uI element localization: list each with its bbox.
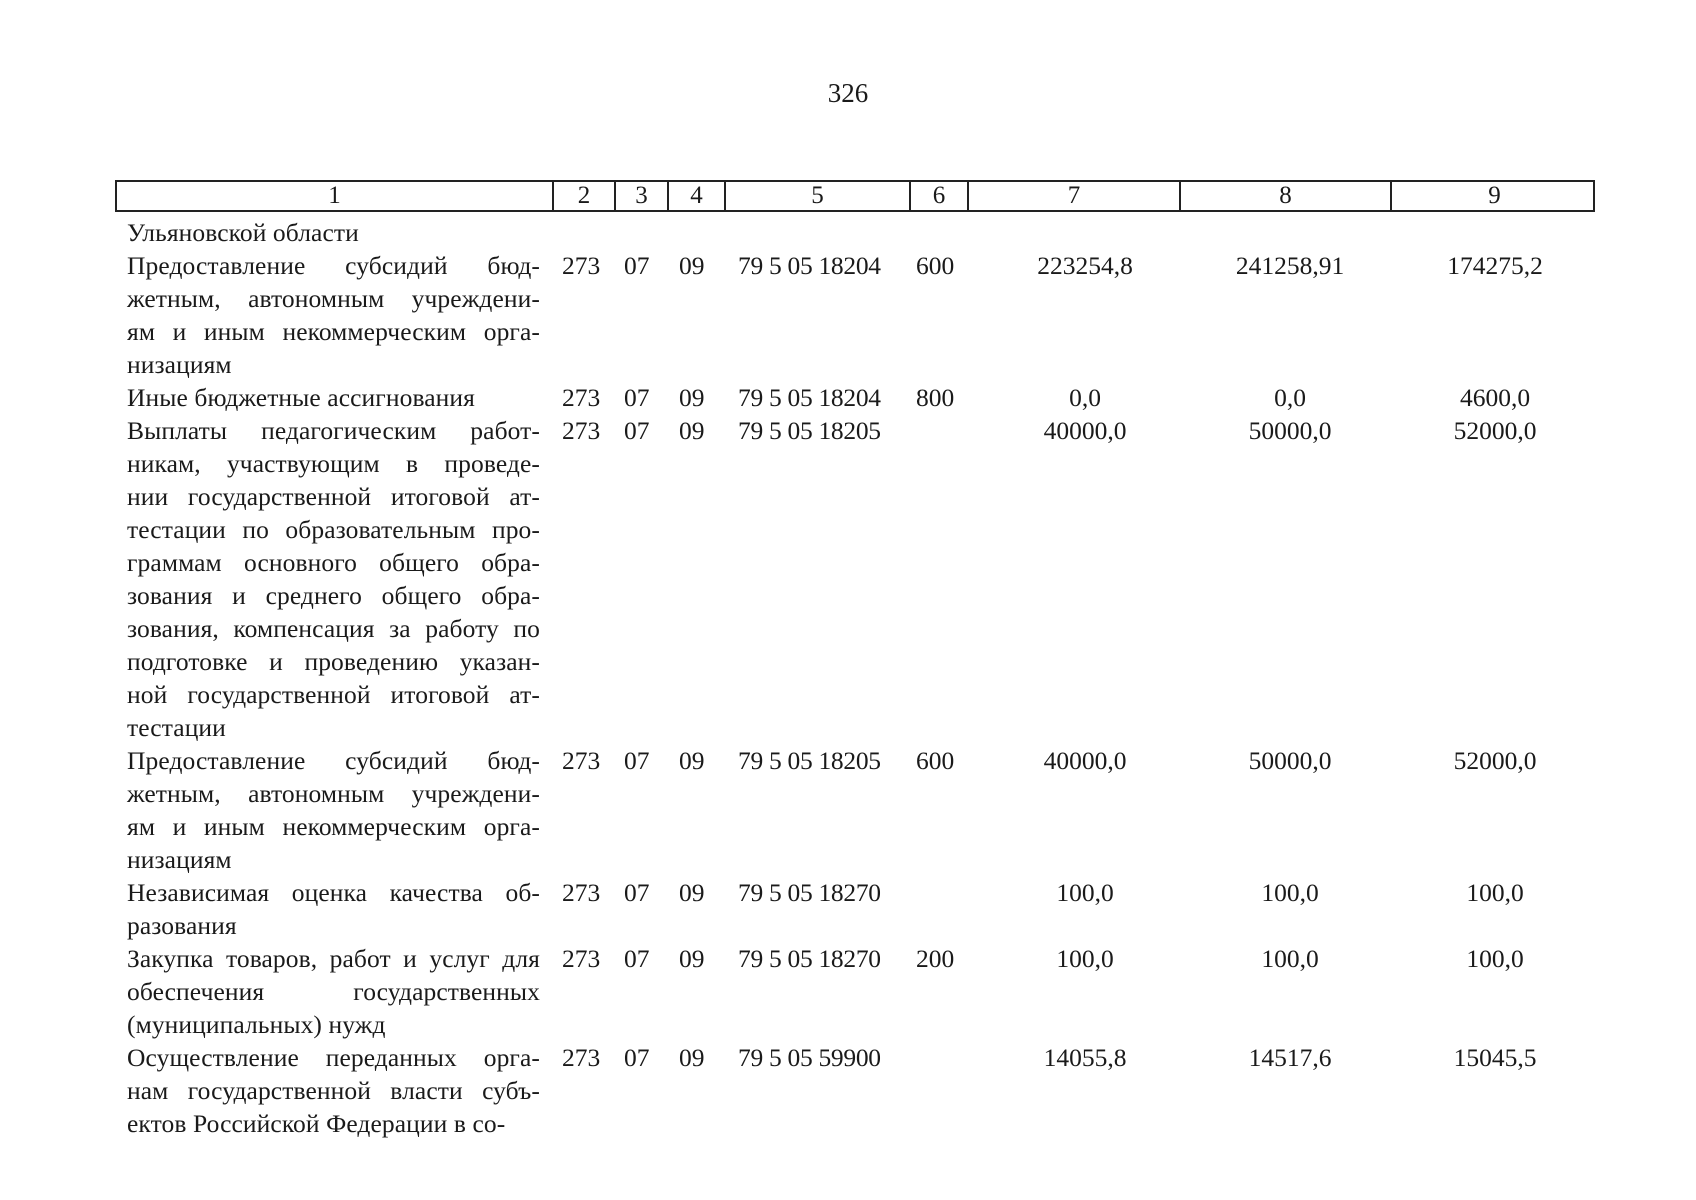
description-line: нии государственной итоговой ат- — [127, 482, 540, 511]
description-line: Предоставление субсидий бюд- — [127, 251, 540, 280]
header-col-9: 9 — [1488, 182, 1501, 209]
description-line: Иные бюджетные ассигнования — [127, 383, 476, 412]
description-line: Выплаты педагогическим работ- — [127, 416, 540, 445]
item-code: 09 — [679, 416, 705, 445]
description-line: зования и среднего общего обра- — [127, 581, 540, 610]
expense-type-code: 600 — [916, 746, 955, 775]
description-line: зования, компенсация за работу по — [127, 614, 540, 643]
subsection-code: 07 — [624, 746, 650, 775]
description-line: низациям — [127, 350, 232, 379]
description-line: подготовке и проведению указан- — [127, 647, 540, 676]
header-col-5: 5 — [726, 182, 911, 210]
amount-col-8: 0,0 — [1274, 383, 1306, 412]
target-article-code: 79 5 05 18270 — [738, 878, 881, 907]
description-line: обеспечения государственных — [127, 977, 540, 1006]
section-code: 273 — [562, 944, 601, 973]
row-description — [127, 249, 540, 381]
description-line: граммам основного общего обра- — [127, 548, 540, 577]
table-header-row — [115, 180, 1595, 212]
expense-type-code: 600 — [916, 251, 955, 280]
amount-col-9: 100,0 — [1466, 944, 1524, 973]
row-description — [127, 876, 540, 942]
section-code: 273 — [562, 878, 601, 907]
description-line: Предоставление субсидий бюд- — [127, 746, 540, 775]
subsection-code: 07 — [624, 944, 650, 973]
amount-col-7: 0,0 — [1069, 383, 1101, 412]
description-line: ям и иным некоммерческим орга- — [127, 812, 540, 841]
amount-col-8: 100,0 — [1261, 878, 1319, 907]
amount-col-8: 50000,0 — [1248, 746, 1332, 775]
amount-col-9: 52000,0 — [1453, 746, 1537, 775]
header-col-7: 7 — [969, 182, 1181, 210]
amount-col-8: 50000,0 — [1248, 416, 1332, 445]
header-col-2: 2 — [554, 182, 616, 210]
section-code: 273 — [562, 416, 601, 445]
target-article-code: 79 5 05 18204 — [738, 251, 881, 280]
description-line: тестации — [127, 713, 226, 742]
amount-col-8: 241258,91 — [1235, 251, 1345, 280]
item-code: 09 — [679, 1043, 705, 1072]
item-code: 09 — [679, 878, 705, 907]
amount-col-7: 100,0 — [1056, 878, 1114, 907]
description-line: Закупка товаров, работ и услуг для — [127, 944, 540, 973]
item-code: 09 — [679, 251, 705, 280]
target-article-code: 79 5 05 18204 — [738, 383, 881, 412]
amount-col-8: 14517,6 — [1248, 1043, 1332, 1072]
description-line: Независимая оценка качества об- — [127, 878, 540, 907]
amount-col-8: 100,0 — [1261, 944, 1319, 973]
description-line: низациям — [127, 845, 232, 874]
target-article-code: 79 5 05 18270 — [738, 944, 881, 973]
amount-col-7: 100,0 — [1056, 944, 1114, 973]
description-line: ектов Российской Федерации в со- — [127, 1109, 506, 1138]
section-code: 273 — [562, 1043, 601, 1072]
section-code: 273 — [562, 251, 601, 280]
row-description — [127, 744, 540, 876]
header-col-3: 3 — [616, 182, 669, 210]
header-col-4: 4 — [669, 182, 726, 210]
amount-col-9: 174275,2 — [1447, 251, 1543, 280]
section-code: 273 — [562, 746, 601, 775]
amount-col-7: 223254,8 — [1037, 251, 1133, 280]
amount-col-9: 100,0 — [1466, 878, 1524, 907]
row-description — [127, 414, 540, 744]
description-line: ям и иным некоммерческим орга- — [127, 317, 540, 346]
amount-col-7: 40000,0 — [1043, 746, 1127, 775]
subsection-code: 07 — [624, 383, 650, 412]
row-description — [127, 1041, 540, 1140]
target-article-code: 79 5 05 18205 — [738, 746, 881, 775]
amount-col-7: 40000,0 — [1043, 416, 1127, 445]
header-col-1: 1 — [117, 182, 554, 210]
header-col-6: 6 — [911, 182, 969, 210]
target-article-code: 79 5 05 59900 — [738, 1043, 881, 1072]
expense-type-code: 200 — [916, 944, 955, 973]
description-line: тестации по образовательным про- — [127, 515, 540, 544]
continuation-text: Ульяновской области — [127, 218, 359, 247]
description-line: никам, участвующим в проведе- — [127, 449, 540, 478]
target-article-code: 79 5 05 18205 — [738, 416, 881, 445]
section-code: 273 — [562, 383, 601, 412]
subsection-code: 07 — [624, 878, 650, 907]
item-code: 09 — [679, 944, 705, 973]
amount-col-9: 15045,5 — [1453, 1043, 1537, 1072]
page-number: 326 — [827, 78, 869, 108]
subsection-code: 07 — [624, 1043, 650, 1072]
expense-type-code: 800 — [916, 383, 955, 412]
header-col-8: 8 — [1181, 182, 1392, 210]
description-line: Осуществление переданных орга- — [127, 1043, 540, 1072]
description-line: ной государственной итоговой ат- — [127, 680, 540, 709]
item-code: 09 — [679, 383, 705, 412]
description-line: (муниципальных) нужд — [127, 1010, 386, 1039]
description-line: разования — [127, 911, 237, 940]
item-code: 09 — [679, 746, 705, 775]
description-line: жетным, автономным учреждени- — [127, 779, 540, 808]
amount-col-9: 52000,0 — [1453, 416, 1537, 445]
description-line: нам государственной власти субъ- — [127, 1076, 540, 1105]
amount-col-9: 4600,0 — [1459, 383, 1531, 412]
description-line: жетным, автономным учреждени- — [127, 284, 540, 313]
row-description — [127, 942, 540, 1041]
row-description — [127, 381, 540, 414]
subsection-code: 07 — [624, 416, 650, 445]
amount-col-7: 14055,8 — [1043, 1043, 1127, 1072]
subsection-code: 07 — [624, 251, 650, 280]
